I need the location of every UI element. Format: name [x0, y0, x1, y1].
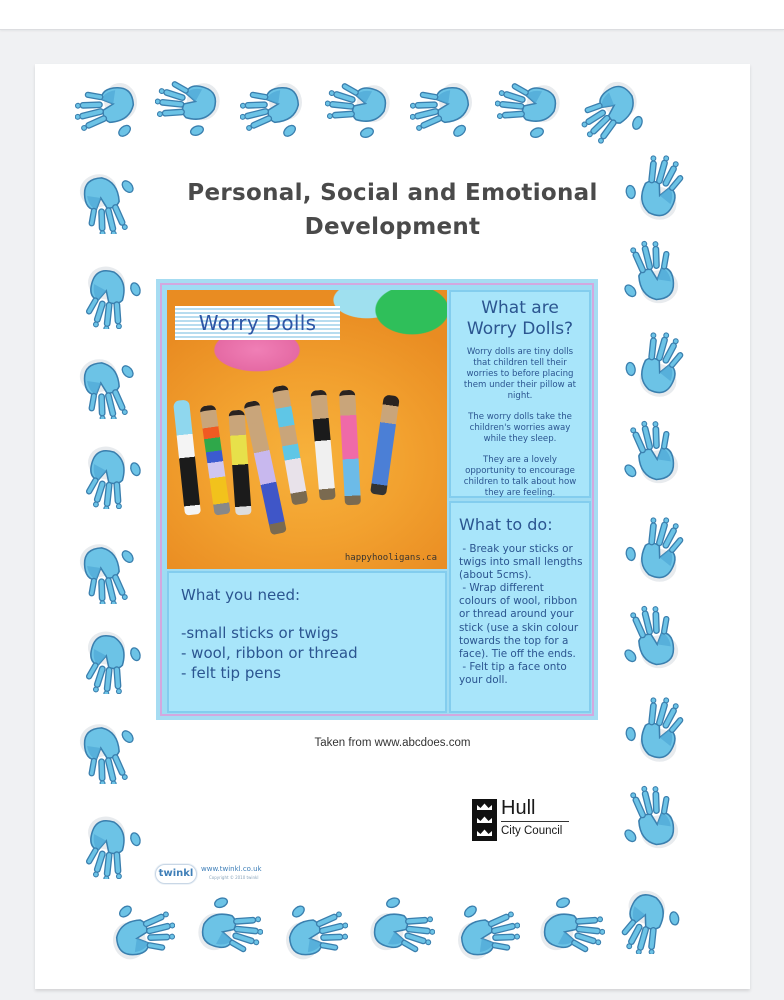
- three-crowns-crest-icon: [472, 799, 497, 841]
- handprint-icon: [615, 419, 685, 489]
- hull-city-council-logo: [472, 799, 572, 843]
- handprint-icon: [77, 439, 147, 509]
- doll-head: [272, 385, 292, 409]
- twinkl-url: www.twinkl.co.uk: [201, 865, 262, 873]
- handprint-icon: [73, 349, 143, 419]
- top-toolbar: [0, 0, 784, 30]
- handprint-icon: [155, 70, 225, 140]
- panel-paragraph: The worry dolls take the children's worries away while they sleep.: [468, 412, 572, 444]
- handprint-icon: [620, 694, 690, 764]
- materials-list: [181, 623, 433, 683]
- doll-head: [228, 410, 245, 433]
- handprint-icon: [450, 894, 520, 964]
- doll-figure: [199, 404, 230, 515]
- handprint-icon: [535, 889, 605, 959]
- what-to-do-panel: [449, 501, 591, 713]
- handprint-icon: [620, 329, 690, 399]
- panel-heading: What you need:: [181, 586, 301, 604]
- document-page: [35, 64, 750, 989]
- instruction-step: - Felt tip a face onto your doll.: [459, 660, 571, 686]
- handprint-icon: [580, 76, 650, 146]
- panel-heading: What to do:: [459, 515, 553, 534]
- photo-credit: happyhooligans.ca: [344, 553, 437, 563]
- handprint-icon: [325, 72, 395, 142]
- handprint-icon: [615, 604, 685, 674]
- handprint-icon: [615, 239, 685, 309]
- hull-logo-name: Hull: [501, 797, 536, 819]
- twinkl-copyright: Copyright © 2010 twinkl: [209, 875, 259, 880]
- materials-item: - felt tip pens: [181, 664, 281, 682]
- twinkl-cloud-icon: twinkl: [155, 864, 197, 884]
- handprint-icon: [105, 894, 175, 964]
- twinkl-logo: [155, 862, 275, 888]
- doll-figure: [339, 390, 361, 506]
- title-line-2: Development: [304, 214, 481, 240]
- instruction-step: - Break your sticks or twigs into small lengths (about 5cms).: [459, 543, 586, 582]
- handprint-icon: [73, 534, 143, 604]
- handprint-icon: [278, 894, 348, 964]
- hull-logo-divider: [501, 821, 569, 822]
- panel-paragraph: Worry dolls are tiny dolls that children tell their worries to before placing them under their pillow at night.: [463, 347, 577, 401]
- handprint-icon: [615, 784, 685, 854]
- doll-head: [310, 390, 328, 413]
- poster-frame: [160, 283, 594, 716]
- worry-dolls-photo: [167, 290, 447, 569]
- panel-paragraph: They are a lovely opportunity to encourage children to talk about how they are feeling.: [463, 455, 577, 498]
- handprint-icon: [77, 624, 147, 694]
- handprint-icon: [365, 889, 435, 959]
- doll-head: [199, 404, 218, 428]
- doll-head: [243, 400, 263, 425]
- materials-item: -small sticks or twigs: [181, 624, 339, 642]
- page-title: [35, 176, 750, 244]
- handprint-icon: [615, 884, 685, 954]
- handprint-icon: [77, 259, 147, 329]
- hull-logo-subtitle: City Council: [501, 825, 563, 837]
- handprint-icon: [77, 809, 147, 879]
- what-you-need-panel: [167, 571, 447, 713]
- handprint-icon: [73, 714, 143, 784]
- doll-figure: [173, 399, 201, 515]
- what-are-worry-dolls-panel: [449, 290, 591, 498]
- doll-head: [339, 390, 356, 413]
- handprint-icon: [410, 74, 480, 144]
- handprint-icon: [240, 74, 310, 144]
- handprint-icon: [620, 514, 690, 584]
- handprint-icon: [193, 889, 263, 959]
- title-line-1: Personal, Social and Emotional: [187, 180, 598, 206]
- handprint-icon: [75, 74, 145, 144]
- instruction-step: - Wrap different colours of wool, ribbon or thread around your stick (use a skin colour towards the top for a face). Tie off the ends.: [459, 582, 582, 660]
- handprint-icon: [495, 72, 565, 142]
- materials-item: - wool, ribbon or thread: [181, 644, 358, 662]
- doll-figure: [310, 390, 336, 501]
- doll-figure: [370, 394, 400, 495]
- panel-heading: What are Worry Dolls?: [466, 298, 574, 339]
- worry-dolls-poster: [156, 279, 598, 720]
- source-credit: Taken from www.abcdoes.com: [314, 737, 471, 749]
- photo-label: Worry Dolls: [175, 306, 340, 340]
